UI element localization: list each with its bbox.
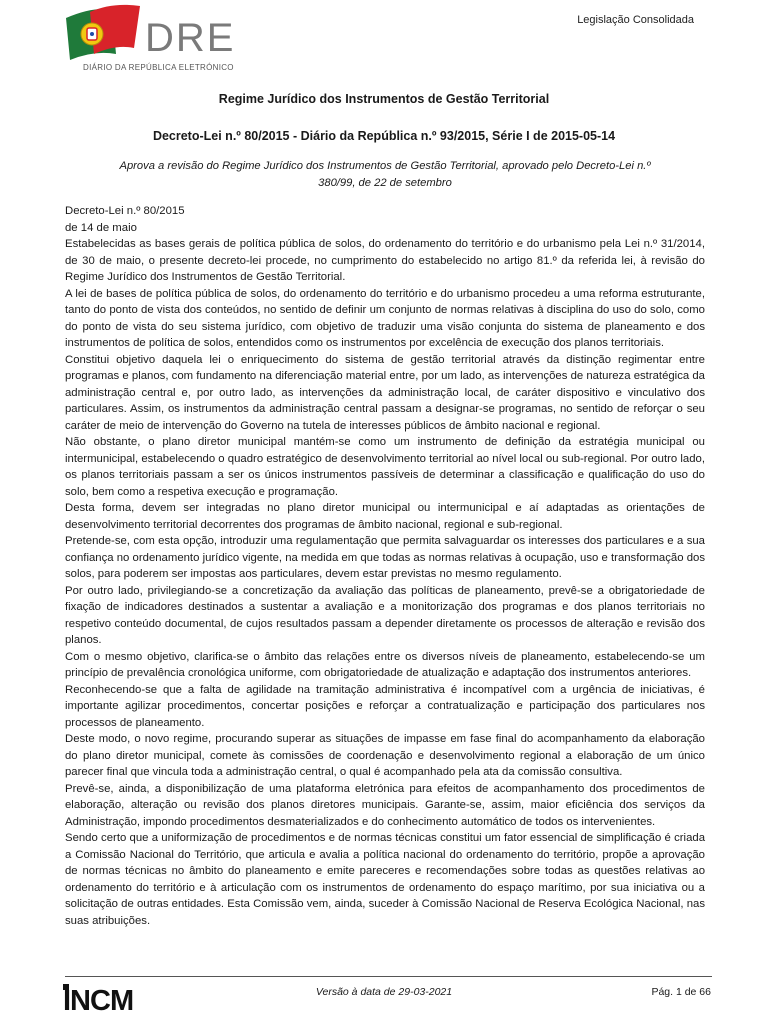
footer-divider [65,976,712,977]
body-paragraph: Decreto-Lei n.º 80/2015 [65,205,185,217]
decree-summary: Aprova a revisão do Regime Jurídico dos Instrumentos de Gestão Territorial, aprovado pelo Decreto-Lei n.º 380/99, de 22 de setembro [119,160,651,189]
body-paragraph: Estabelecidas as bases gerais de política pública de solos, do ordenamento do território e do urbanismo pela Lei n.º 31/2014, de 30 de maio, o presente decreto-lei procede, no cumprimento do estabelecido no artigo 81.º da referida lei, à revisão do Regime Jurídico dos Instrumentos de Gestão Territorial. [65,238,705,283]
body-paragraph: de 14 de maio [65,221,137,234]
body-paragraph: Com o mesmo objetivo, clarifica-se o âmbito das relações entre os diversos níveis de planeamento, estabelecendo-se um princípio de prevalência cronológica uniforme, com obrigatoriedade de atualização e adaptação dos instrumentos anteriores. [65,650,705,679]
logo-subtitle: DIÁRIO DA REPÚBLICA ELETRÓNICO [83,63,234,72]
body-paragraph: Por outro lado, privilegiando-se a concretização da avaliação das políticas de planeamento, prevê-se a obrigatoriedade de fixação de indicadores destinados a sustentar a avaliação e a monitorização dos programas e dos planos territoriais no respetivo conteúdo documental, de cujos resultados passam a depender diretamente os processos de alteração e revisão dos planos. [65,584,705,646]
body-paragraph: Sendo certo que a uniformização de procedimentos e de normas técnicas constitui um fator essencial de simplificação é criada a Comissão Nacional do Território, que articula e avalia a política nacional do ordenamento do território, propõe a aprovação de normas técnicas no âmbito do planeamento e emite pareceres e recomendações sobre todas as questões relativas ao ordenamento do território e à articulação com os instrumentos de ordenamento do espaço marítimo, por sua iniciativa ou a solicitação de outras entidades. Esta Comissão vem, ainda, suceder à Comissão Nacional de Reserva Ecológica Nacional, nas suas atribuições. [65,832,705,927]
page-number: Pág. 1 de 66 [651,986,711,998]
version-date: Versão à data de 29-03-2021 [315,986,453,998]
dre-logo[interactable] [64,4,234,76]
body-paragraph: Não obstante, o plano diretor municipal mantém-se como um instrumento de definição da estratégia municipal ou intermunicipal, estabelecendo o quadro estratégico de desenvolvimento territorial ao nível local ou sub-regional. Por outro lado, os planos territoriais passam a ser os únicos instrumentos passíveis de determinar a classificação e qualificação do uso do solo, bem como a respetiva execução e programação. [65,436,705,498]
portugal-flag-icon [64,4,144,64]
decree-title: Decreto-Lei n.º 80/2015 - Diário da República n.º 93/2015, Série I de 2015-05-14 [152,129,616,143]
body-paragraph: Prevê-se, ainda, a disponibilização de uma plataforma eletrónica para efeitos de acompanhamento dos procedimentos de elaboração, alteração ou revisão dos planos diretores municipais. Garante-se, assim, maior eficiência dos serviços da Administração, impondo procedimentos desmaterializados e do conhecimento automático de todos os intervenientes. [65,782,705,828]
document-title: Regime Jurídico dos Instrumentos de Gestão Territorial [218,92,550,106]
page-header [0,0,768,80]
logo-text: DRE [145,16,236,60]
body-paragraph: Deste modo, o novo regime, procurando superar as situações de impasse em fase final do acompanhamento da elaboração do plano diretor municipal, comete às comissões de coordenação e desenvolvimento regional a elaboração de um único parecer final que vincula toda a administração central, o qual é acompanhado pela ata da comissão consultiva. [65,733,705,778]
body-paragraph: Desta forma, devem ser integradas no plano diretor municipal ou intermunicipal e aí adaptadas as orientações de desenvolvimento territorial decorrentes dos programas de âmbito nacional, regional e sub-regional. [65,502,705,531]
document-body [65,203,705,929]
body-paragraph: Constitui objetivo daquela lei o enriquecimento do sistema de gestão territorial através da distinção regimentar entre programas e planos, com fundamento na diferenciação material entre, por um lado, as intervenções de natureza estratégica da administração central e, por outro lado, as intervenções da administração local, de caráter dispositivo e vinculativo dos particulares. Assim, os instrumentos da administração central passam a designar-se programas, no sentido de reforçar o seu caráter de meio de intervenção do Governo na tutela de interesses públicos de âmbito nacional e regional. [65,353,705,432]
incm-logo-text: INCM [63,985,134,1012]
body-paragraph: Pretende-se, com esta opção, introduzir uma regulamentação que permita salvaguardar os interesses dos particulares e a sua confiança no ordenamento jurídico vigente, na medida em que todas as normas relativas à ocupação, uso e transformação dos solos, para poderem ser impostas aos particulares, devem estar previstas no mesmo regulamento. [65,535,705,580]
body-paragraph: A lei de bases de política pública de solos, do ordenamento do território e do urbanismo procedeu a uma reforma estruturante, tanto do ponto de vista dos conteúdos, no sentido de definir um conjunto de normas relativas à disciplina do uso do solo, como do ponto de vista do seu sistema jurídico, com objetivo de traduzir uma visão conjunta do sistema de planeamento e dos instrumentos de política de solos, entendidos como os instrumentos por excelência de execução dos planos territoriais. [65,287,705,349]
consolidated-legislation-label: Legislação Consolidada [577,14,694,26]
body-paragraph: Reconhecendo-se que a falta de agilidade na tramitação administrativa é incompatível com a urgência de iniciativas, é importante agilizar procedimentos, concertar posições e reforçar a contratualização e participação dos particulares nos processos de planeamento. [65,683,705,729]
